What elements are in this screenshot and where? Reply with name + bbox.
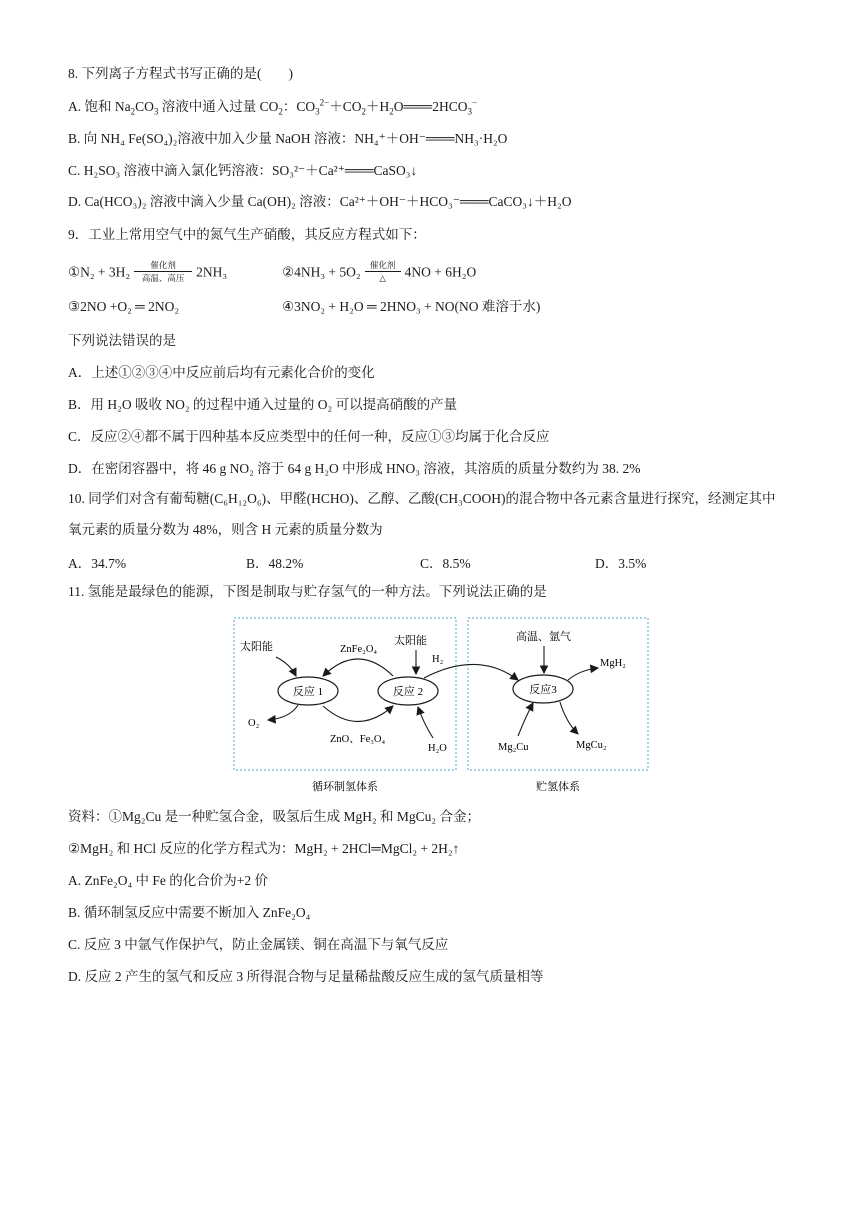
q11-info-1: 资料：①Mg₂Cu 是一种贮氢合金，吸氢后生成 MgH₂ 和 MgCu₂ 合金； — [68, 809, 481, 824]
arrow-h2-to-r3 — [424, 664, 518, 680]
h2-label: H₂ — [432, 654, 444, 665]
reaction-2-label: 反应 2 — [392, 686, 424, 698]
catalyst-label: ZnFe₂O₄ — [340, 644, 378, 655]
q8-option-a: A. 饱和 $Na_2CO_3$ 溶液中通入过量 $CO_2$：$CO_3^{2-}+CO_2+H_2O═══2HCO_3^-$ — [68, 97, 478, 117]
arrow-sun-to-r1 — [276, 657, 296, 676]
mgcu2-label: MgCu₂ — [576, 740, 607, 751]
q11-option-c: C. 反应 3 中氩气作保护气，防止金属镁、铜在高温下与氧气反应 — [68, 937, 449, 952]
q11-info-2: ②MgH₂ 和 HCl 反应的化学方程式为：MgH₂ + 2HCl═MgCl₂ + 2H₂↑ — [68, 841, 460, 856]
q9-option-b: B．用 H₂O 吸收 NO₂ 的过程中通入过量的 O₂ 可以提高硝酸的产量 — [68, 397, 458, 412]
conditions-label: 高温、氩气 — [516, 631, 571, 643]
q10-option-b: B．48.2% — [246, 556, 304, 571]
q11-option-a: A. ZnFe₂O₄ 中 Fe 的化合价为+2 价 — [68, 873, 269, 888]
eq2-reactants: ②4NH₃ + 5O₂ — [282, 264, 361, 280]
solar-energy-label-2: 太阳能 — [394, 635, 427, 647]
arrow-water-to-r2 — [418, 707, 433, 738]
q8-option-c: C. H₂SO₃ 溶液中滴入氯化钙溶液：SO₃²⁻＋Ca²⁺═══CaSO₃↓ — [68, 163, 418, 178]
arrow-mg2cu-to-r3 — [518, 703, 533, 736]
q9-equation-2 — [282, 262, 476, 285]
q9-option-d: D．在密闭容器中，将 46 g NO₂ 溶于 64 g H₂O 中形成 HNO₃ 溶液，其溶质的质量分数约为 38. 2% — [68, 461, 641, 476]
solar-energy-label-1: 太阳能 — [240, 641, 273, 653]
eq1-conditions: $\frac{\text{催化剂}}{\text{高温、高压}}$ — [134, 260, 192, 283]
arrow-r3-to-mgcu2 — [560, 702, 578, 734]
q10-stem-line2: 氧元素的质量分数为 48%，则含 H 元素的质量分数为 — [68, 522, 383, 537]
q9-equation-1 — [68, 262, 227, 285]
eq2-conditions: $\frac{\text{催化剂}}{\triangle}$ — [365, 260, 401, 283]
q11-option-b: B. 循环制氢反应中需要不断加入 ZnFe₂O₄ — [68, 905, 311, 920]
q9-equation-4: ④3NO₂ + H₂O ═ 2HNO₃ + NO(NO 难溶于水) — [282, 299, 541, 314]
q10-option-c: C．8.5% — [420, 556, 471, 571]
arrow-r1-to-o2 — [268, 705, 298, 720]
q11-stem: 11. 氢能是最绿色的能源，下图是制取与贮存氢气的一种方法。下列说法正确的是 — [68, 584, 547, 599]
q10-stem-line1: 10. 同学们对含有葡萄糖(C₆H₁₂O₆)、甲醛(HCHO)、乙醇、乙酸(CH₃COOH)的混合物中各元素含量进行探究，经测定其中 — [68, 491, 776, 506]
mgh2-label: MgH₂ — [600, 658, 626, 669]
reaction-3-label: 反应3 — [529, 684, 557, 696]
eq2-products: 4NO + 6H₂O — [404, 264, 477, 280]
arrow-r2-to-r1 — [323, 659, 393, 676]
reaction-1-label: 反应 1 — [292, 686, 324, 698]
arrow-r1-to-r2 — [323, 706, 393, 722]
q11-option-d: D. 反应 2 产生的氢气和反应 3 所得混合物与足量稀盐酸反应生成的氢气质量相等 — [68, 969, 544, 984]
eq1-products: 2NH₃ — [196, 264, 228, 280]
q9-stem: 9．工业上常用空气中的氮气生产硝酸，其反应方程式如下： — [68, 227, 426, 242]
q8-option-d: D. Ca(HCO₃)₂ 溶液中滴入少量 Ca(OH)₂ 溶液：Ca²⁺＋OH⁻＋HCO₃⁻═══CaCO₃↓＋H₂O — [68, 194, 572, 209]
arrow-r3-to-mgh2 — [568, 668, 598, 680]
products-label: ZnO、Fe₃O₄ — [330, 734, 386, 745]
cycle-system-caption: 循环制氢体系 — [312, 781, 378, 793]
q10-options — [68, 552, 768, 570]
mg2cu-label: Mg₂Cu — [498, 742, 529, 753]
q9-option-c: C．反应②④都不属于四种基本反应类型中的任何一种，反应①③均属于化合反应 — [68, 429, 550, 444]
q10-option-a: A．34.7% — [68, 556, 127, 571]
q8-option-b: B. 向 NH₄ Fe(SO₄)₂溶液中加入少量 NaOH 溶液：NH₄⁺＋OH⁻═══NH₃·H₂O — [68, 131, 508, 146]
q10-option-d: D．3.5% — [595, 556, 647, 571]
eq1-reactants: ①N₂ + 3H₂ — [68, 264, 131, 280]
q9-prompt: 下列说法错误的是 — [68, 333, 176, 348]
hydrogen-cycle-diagram — [228, 612, 658, 802]
q9-option-a: A．上述①②③④中反应前后均有元素化合价的变化 — [68, 365, 375, 380]
q9-equation-3: ③2NO +O₂ ═ 2NO₂ — [68, 299, 180, 314]
water-label: H₂O — [428, 743, 447, 754]
q8-stem: 8. 下列离子方程式书写正确的是( ) — [68, 66, 293, 81]
storage-system-caption: 贮氢体系 — [536, 781, 580, 793]
o2-label: O₂ — [248, 718, 260, 729]
